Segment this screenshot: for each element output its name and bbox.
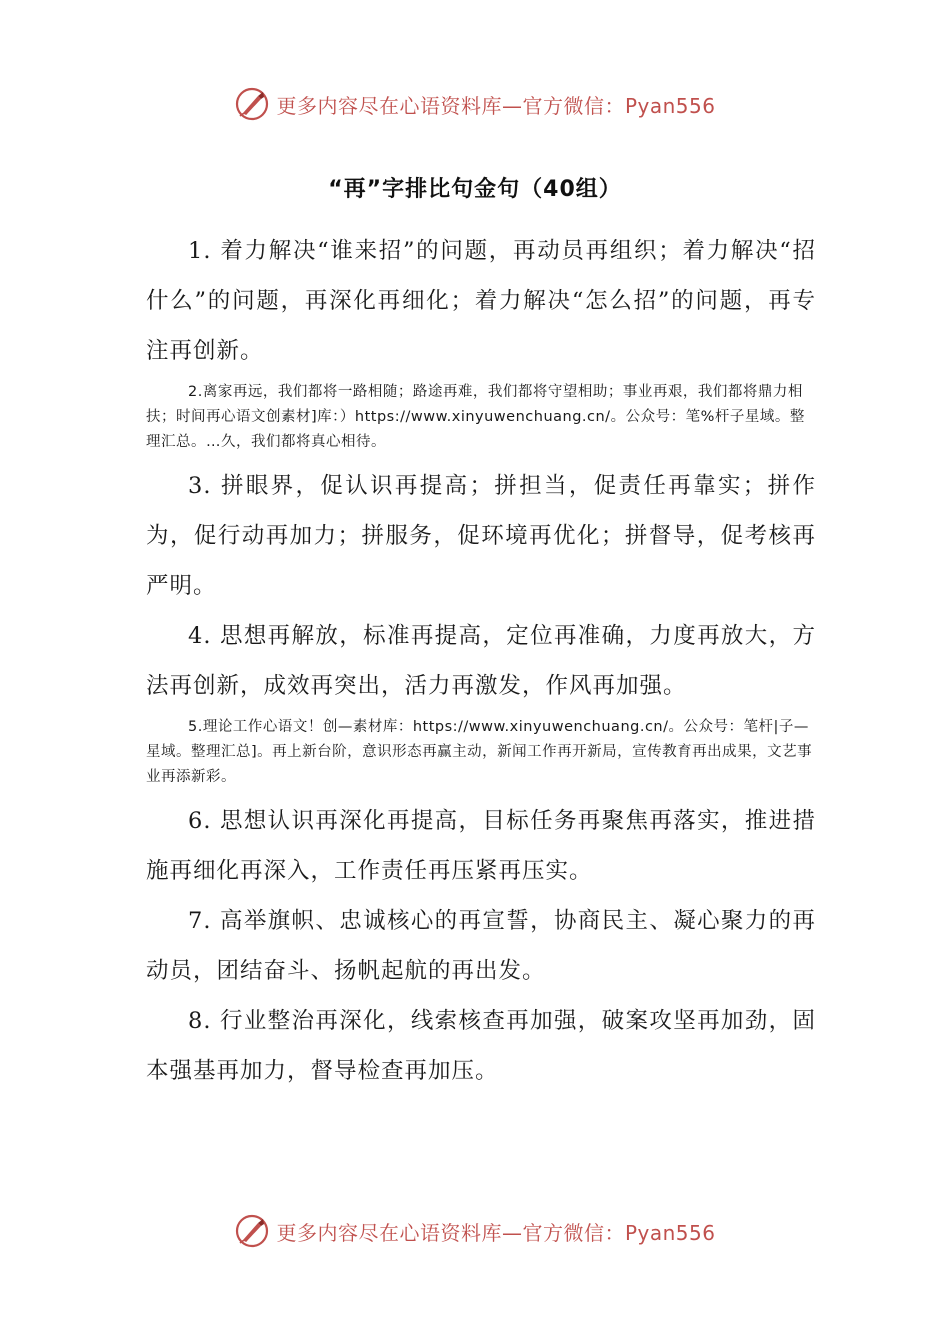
banner-text: 更多内容尽在心语资料库—官方微信：Pyan556 — [276, 93, 716, 118]
paragraph-3: 3. 拼眼界，促认识再提高；拼担当，促责任再靠实；拼作为，促行动再加力；拼服务，促环境再优化；拼督导，促考核再严明。 — [146, 473, 816, 599]
footer-banner — [0, 1209, 950, 1253]
document-body — [146, 226, 816, 1096]
paragraph-5: 5.理论工作心语文！创—素材库：https://www.xinyuwenchuang.cn/。公众号：笔杆|子—星域。整理汇总]。再上新台阶，意识形态再赢主动，新闻工作再开新局，宣传教育再出成果，文艺事业再添新彩。 — [146, 719, 813, 785]
paragraph-2: 2.离家再远，我们都将一路相随；路途再难，我们都将守望相助；事业再艰，我们都将鼎力相扶；时间再心语文创素材]库：）https://www.xinyuwenchuang.cn/。公众号：笔%杆子星域。整理汇总。…久，我们都将真心相待。 — [146, 384, 805, 450]
banner-text: 更多内容尽在心语资料库—官方微信：Pyan556 — [276, 1220, 716, 1245]
document-title: “再”字排比句金句（40组） — [328, 177, 622, 202]
quill-pen-logo-icon — [234, 86, 270, 122]
quill-pen-logo-icon — [234, 1213, 270, 1249]
paragraph-4: 4. 思想再解放，标准再提高，定位再准确，力度再放大，方法再创新，成效再突出，活力再激发，作风再加强。 — [146, 623, 816, 699]
paragraph-6: 6. 思想认识再深化再提高，目标任务再聚焦再落实，推进措施再细化再深入，工作责任再压紧再压实。 — [146, 808, 816, 884]
paragraph-8: 8. 行业整治再深化，线索核查再加强，破案攻坚再加劲，固本强基再加力，督导检查再加压。 — [146, 1008, 816, 1084]
header-banner — [0, 82, 950, 126]
paragraph-7: 7. 高举旗帜、忠诚核心的再宣誓，协商民主、凝心聚力的再动员，团结奋斗、扬帆起航的再出发。 — [146, 908, 816, 984]
paragraph-1: 1. 着力解决“谁来招”的问题，再动员再组织；着力解决“招什么”的问题，再深化再细化；着力解决“怎么招”的问题，再专注再创新。 — [146, 238, 816, 364]
